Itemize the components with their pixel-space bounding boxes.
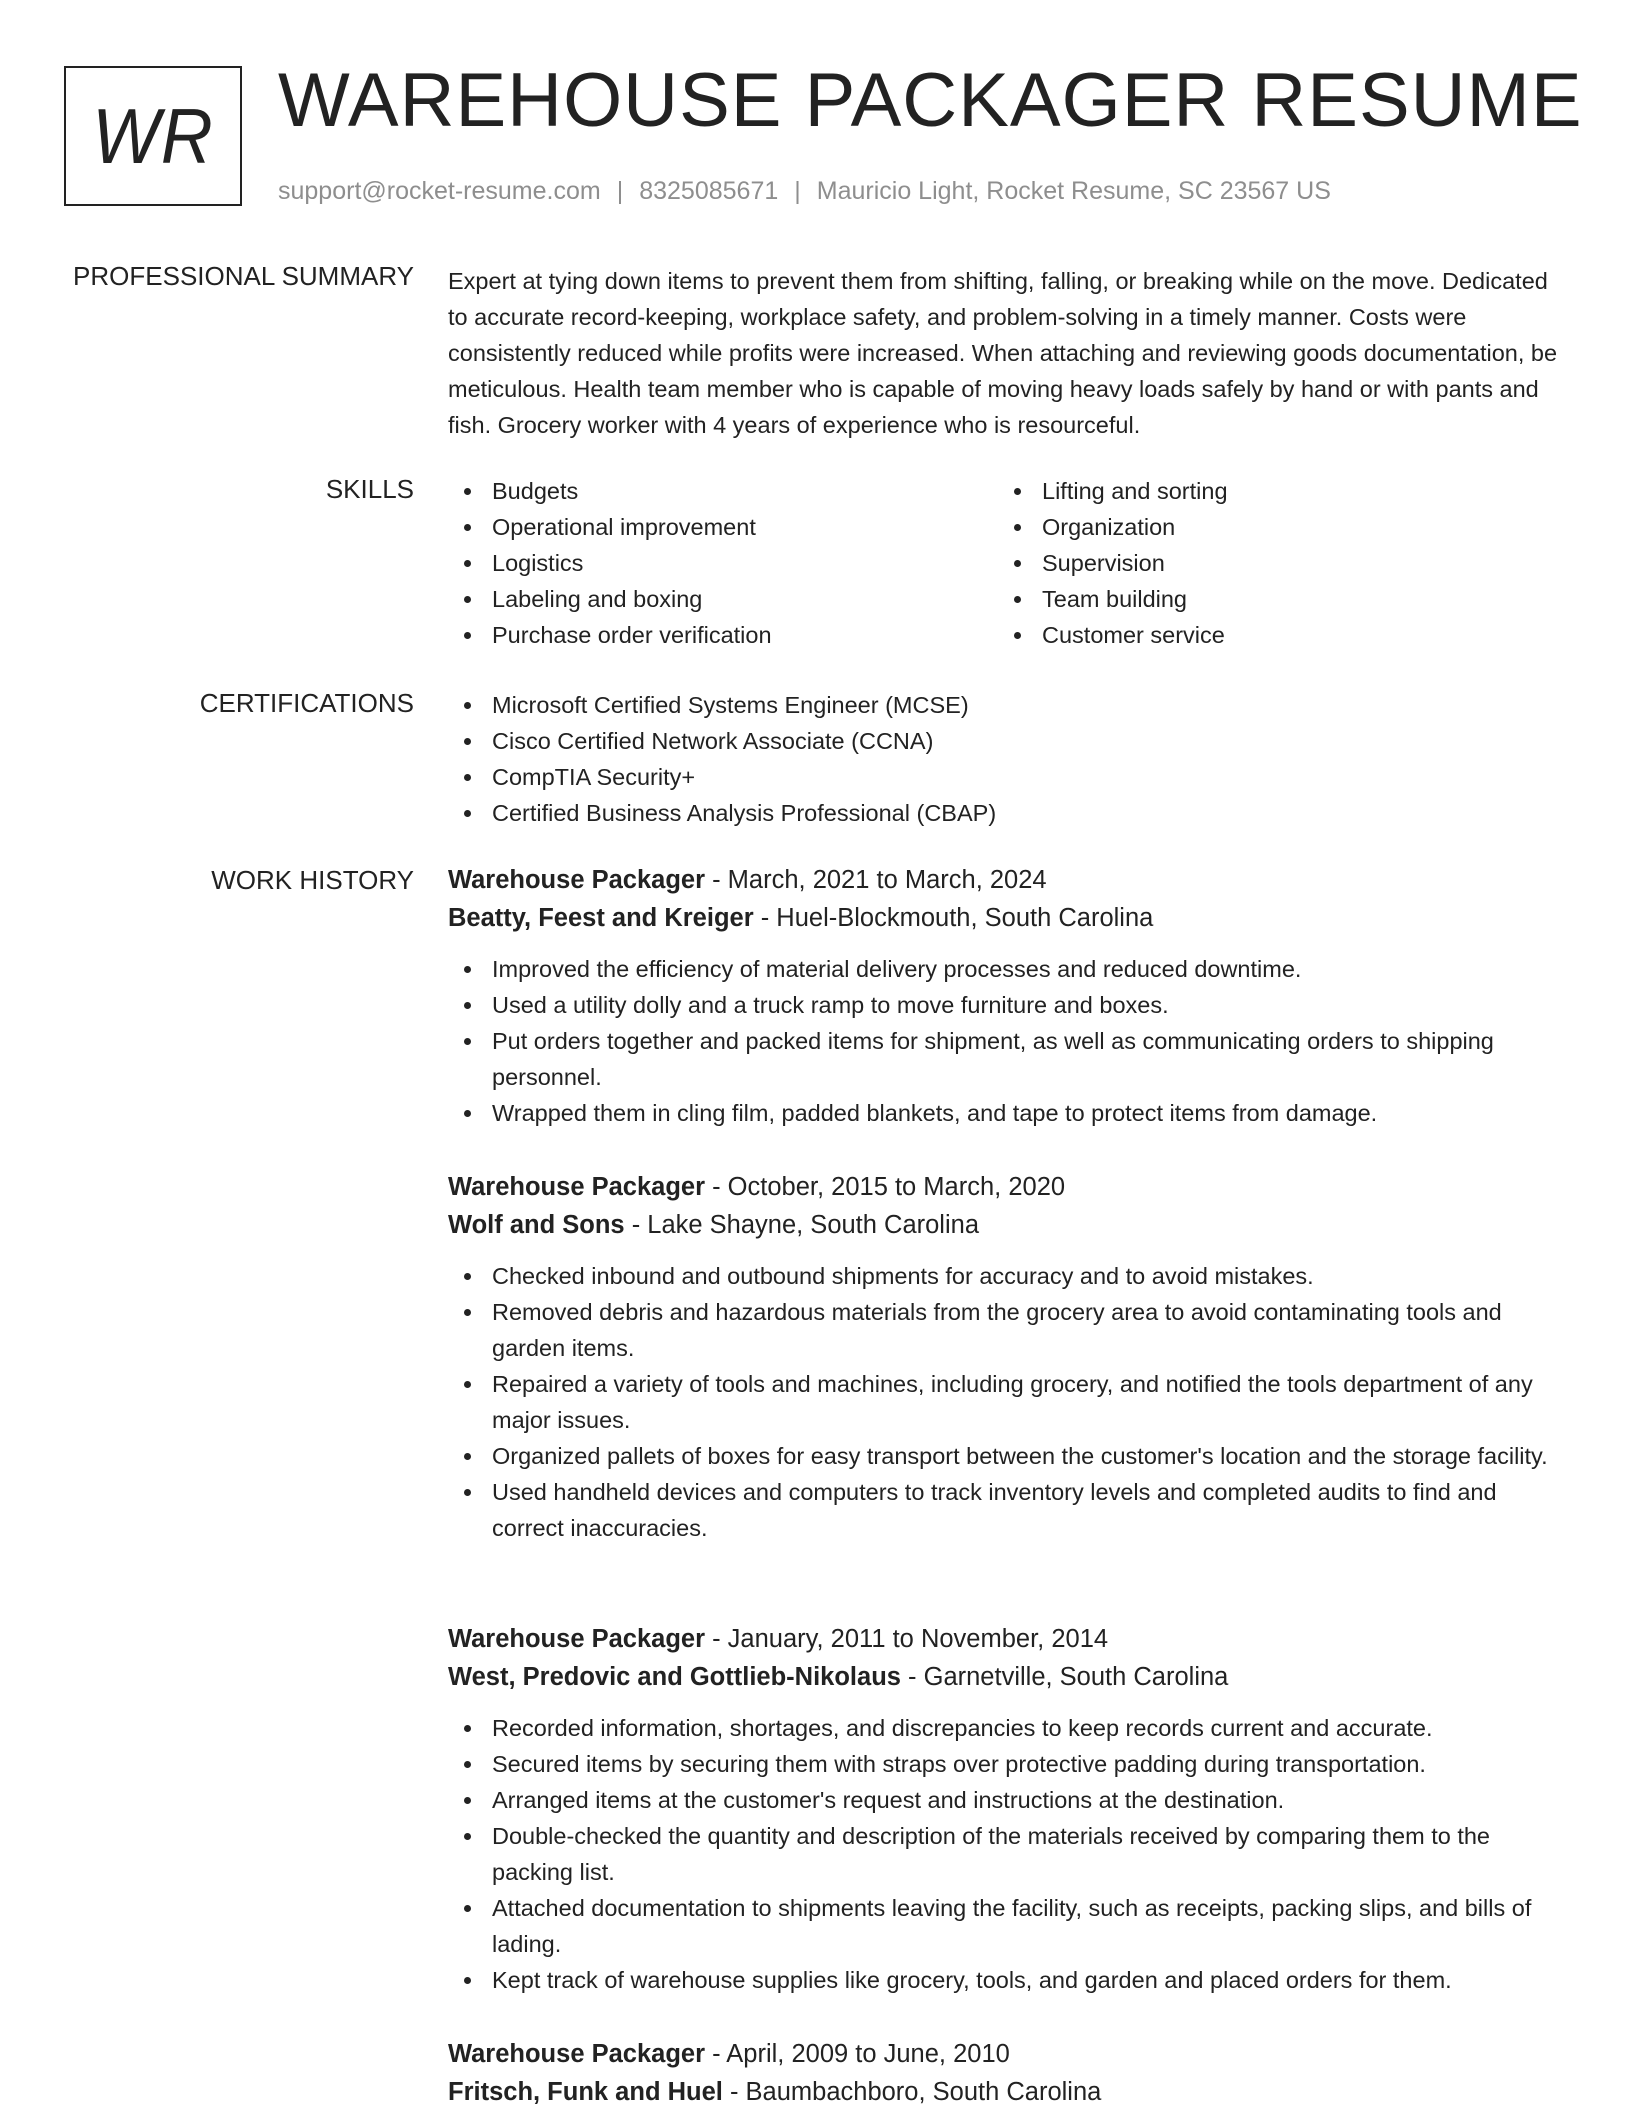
contact-address: Mauricio Light, Rocket Resume, SC 23567 US bbox=[816, 177, 1331, 205]
certifications-list bbox=[448, 687, 1566, 831]
job-company-line bbox=[448, 1658, 1566, 1696]
certifications-label: CERTIFICATIONS bbox=[199, 688, 414, 718]
job-bullet: Attached documentation to shipments leaving the facility, such as receipts, packing slips, and bills of lading. bbox=[448, 1890, 1566, 1962]
certification-item: Microsoft Certified Systems Engineer (MCSE) bbox=[448, 687, 1566, 723]
job-bullet: Double-checked the quantity and description of the materials received by comparing them to the packing list. bbox=[448, 1818, 1566, 1890]
job-bullet: Removed debris and hazardous materials from the grocery area to avoid contaminating tools and garden items. bbox=[448, 1294, 1566, 1366]
summary-label: PROFESSIONAL SUMMARY bbox=[73, 261, 414, 291]
job-title: Warehouse Packager bbox=[448, 866, 706, 894]
certification-item: CompTIA Security+ bbox=[448, 759, 1566, 795]
job-title-line bbox=[448, 861, 1566, 899]
job-location: - Huel-Blockmouth, South Carolina bbox=[753, 904, 1154, 932]
job-bullet: Used a utility dolly and a truck ramp to move furniture and boxes. bbox=[448, 987, 1566, 1023]
job-bullet: Used handheld devices and computers to track inventory levels and completed audits to find and correct inaccuracies. bbox=[448, 1474, 1566, 1546]
job-company: West, Predovic and Gottlieb-Nikolaus bbox=[448, 1663, 901, 1691]
summary-text: Expert at tying down items to prevent them from shifting, falling, or breaking while on the move. Dedicated to accurate record-keeping, workplace safety, and problem-solving in a timely manner. Costs were consistently reduced while profits were increased. When attaching and reviewing goods documentation, be meticulous. Health team member who is capable of moving heavy loads safely by hand or with pants and fish. Grocery worker with 4 years of experience who is resourceful. bbox=[448, 268, 1558, 438]
job-bullet: Repaired a variety of tools and machines, including grocery, and notified the tools department of any major issues. bbox=[448, 1366, 1566, 1438]
skill-item: Labeling and boxing bbox=[448, 581, 998, 617]
job-entry bbox=[448, 1168, 1566, 1546]
job-company-line bbox=[448, 1206, 1566, 1244]
skill-item: Budgets bbox=[448, 473, 998, 509]
job-dates: - January, 2011 to November, 2014 bbox=[705, 1625, 1109, 1653]
job-bullets bbox=[448, 1258, 1566, 1546]
job-bullet: Checked inbound and outbound shipments for accuracy and to avoid mistakes. bbox=[448, 1258, 1566, 1294]
skill-item: Customer service bbox=[998, 617, 1548, 653]
summary-body bbox=[448, 263, 1566, 443]
job-title: Warehouse Packager bbox=[448, 2040, 706, 2068]
contact-line bbox=[278, 174, 1331, 208]
contact-separator: | bbox=[794, 177, 801, 205]
job-bullet: Kept track of warehouse supplies like grocery, tools, and garden and placed orders for them. bbox=[448, 1962, 1566, 1998]
job-company-line bbox=[448, 2073, 1566, 2111]
job-bullets bbox=[448, 951, 1566, 1131]
work-history-label: WORK HISTORY bbox=[211, 865, 414, 895]
job-company: Fritsch, Funk and Huel bbox=[448, 2078, 723, 2106]
certification-item: Certified Business Analysis Professional (CBAP) bbox=[448, 795, 1566, 831]
skill-item: Purchase order verification bbox=[448, 617, 998, 653]
skill-item: Supervision bbox=[998, 545, 1548, 581]
job-dates: - October, 2015 to March, 2020 bbox=[705, 1173, 1066, 1201]
contact-separator: | bbox=[616, 177, 624, 205]
job-title-line bbox=[448, 2035, 1566, 2073]
certifications-body bbox=[448, 687, 1566, 831]
monogram-text: WR bbox=[92, 91, 214, 180]
job-company: Beatty, Feest and Kreiger bbox=[448, 904, 754, 932]
job-bullet: Recorded information, shortages, and discrepancies to keep records current and accurate. bbox=[448, 1710, 1566, 1746]
job-bullet: Wrapped them in cling film, padded blankets, and tape to protect items from damage. bbox=[448, 1095, 1566, 1131]
job-dates: - April, 2009 to June, 2010 bbox=[705, 2040, 1010, 2068]
skill-item: Team building bbox=[998, 581, 1548, 617]
skills-list-right bbox=[998, 473, 1548, 653]
contact-email: support@rocket-resume.com bbox=[278, 177, 601, 205]
skills-label: SKILLS bbox=[325, 474, 414, 504]
job-location: - Baumbachboro, South Carolina bbox=[722, 2078, 1102, 2106]
job-entry bbox=[448, 1620, 1566, 1998]
job-entry bbox=[448, 2035, 1566, 2111]
job-location: - Garnetville, South Carolina bbox=[900, 1663, 1229, 1691]
job-title: Warehouse Packager bbox=[448, 1173, 706, 1201]
certification-item: Cisco Certified Network Associate (CCNA) bbox=[448, 723, 1566, 759]
monogram-box bbox=[64, 66, 242, 206]
skills-list-left bbox=[448, 473, 998, 653]
job-title: Warehouse Packager bbox=[448, 1625, 706, 1653]
job-bullet: Put orders together and packed items for shipment, as well as communicating orders to shipping personnel. bbox=[448, 1023, 1566, 1095]
skill-item: Organization bbox=[998, 509, 1548, 545]
resume-title: WAREHOUSE PACKAGER RESUME bbox=[278, 58, 1583, 143]
job-dates: - March, 2021 to March, 2024 bbox=[705, 866, 1047, 894]
job-bullet: Secured items by securing them with straps over protective padding during transportation. bbox=[448, 1746, 1566, 1782]
skill-item: Lifting and sorting bbox=[998, 473, 1548, 509]
job-entry bbox=[448, 861, 1566, 1131]
job-bullet: Improved the efficiency of material delivery processes and reduced downtime. bbox=[448, 951, 1566, 987]
skill-item: Logistics bbox=[448, 545, 998, 581]
skills-body bbox=[448, 473, 1566, 653]
job-title-line bbox=[448, 1168, 1566, 1206]
contact-phone: 8325085671 bbox=[639, 177, 779, 205]
skill-item: Operational improvement bbox=[448, 509, 998, 545]
job-bullet: Arranged items at the customer's request and instructions at the destination. bbox=[448, 1782, 1566, 1818]
job-bullets bbox=[448, 1710, 1566, 1998]
job-bullet: Organized pallets of boxes for easy transport between the customer's location and the storage facility. bbox=[448, 1438, 1566, 1474]
job-company-line bbox=[448, 899, 1566, 937]
job-title-line bbox=[448, 1620, 1566, 1658]
job-location: - Lake Shayne, South Carolina bbox=[624, 1211, 979, 1239]
job-company: Wolf and Sons bbox=[448, 1211, 625, 1239]
